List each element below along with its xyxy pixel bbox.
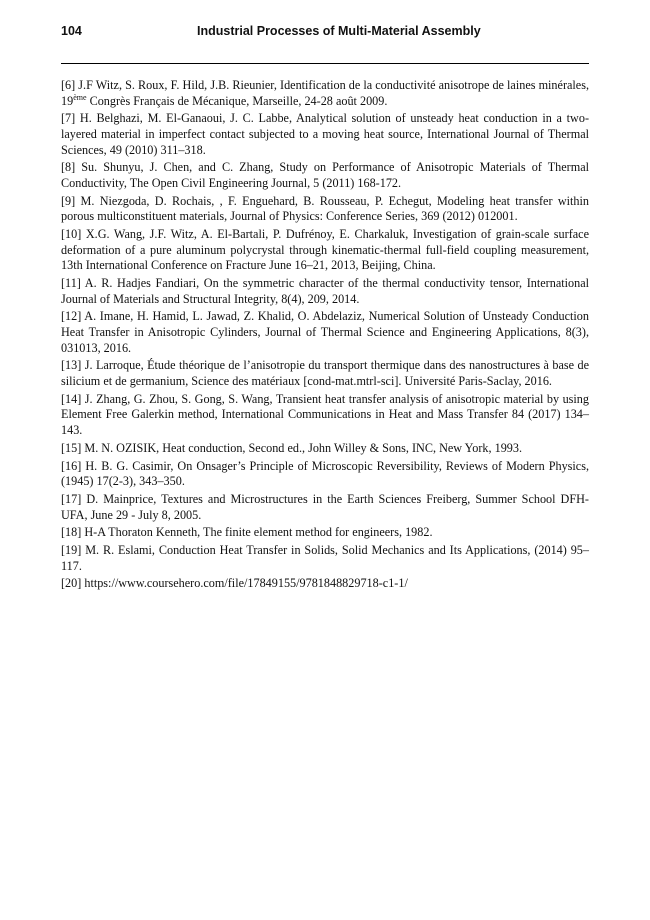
reference-item [61, 309, 589, 356]
reference-item [61, 78, 589, 109]
header-divider [61, 63, 589, 64]
reference-item [61, 492, 589, 523]
reference-text: [18] H-A Thoraton Kenneth, The finite element method for engineers, 1982. [61, 525, 433, 540]
reference-link-text: [20] https://www.coursehero.com/file/17849155/9781848829718-c1-1/ [61, 576, 408, 591]
reference-item [61, 194, 589, 225]
reference-item [61, 441, 589, 457]
reference-text: [19] M. R. Eslami, Conduction Heat Transfer in Solids, Solid Mechanics and Its Applications, (2014) 95–117. [61, 543, 589, 573]
reference-superscript: ème [73, 92, 87, 102]
reference-text: [11] A. R. Hadjes Fandiari, On the symmetric character of the thermal conductivity tensor, International Journal of Materials and Structural Integrity, 8(4), 209, 2014. [61, 276, 589, 306]
reference-item [61, 160, 589, 191]
page-header [61, 24, 589, 42]
page-number: 104 [61, 24, 82, 38]
reference-text-continued: Congrès Français de Mécanique, Marseille, 24-28 août 2009. [86, 93, 388, 108]
reference-item [61, 576, 589, 592]
reference-text: [7] H. Belghazi, M. El-Ganaoui, J. C. Labbe, Analytical solution of unsteady heat conduction in a two-layered material in imperfect contact subjected to a moving heat source, International Journal of Thermal Sciences, 49 (2010) 311–318. [61, 111, 589, 157]
reference-text: [12] A. Imane, H. Hamid, L. Jawad, Z. Khalid, O. Abdelaziz, Numerical Solution of Unsteady Conduction Heat Transfer in Anisotropic Cylinders, Journal of Thermal Science and Engineering Applications, 8(3), 031013, 2016. [61, 309, 589, 355]
reference-text: [6] J.F Witz, S. Roux, F. Hild, J.B. Rieunier, Identification de la conductivité anisotrope de laines minérales, 19 [61, 78, 589, 108]
reference-item [61, 227, 589, 274]
reference-text: [8] Su. Shunyu, J. Chen, and C. Zhang, Study on Performance of Anisotropic Materials of Thermal Conductivity, The Open Civil Engineering Journal, 5 (2011) 168-172. [61, 160, 589, 190]
reference-text: [9] M. Niezgoda, D. Rochais, , F. Enguehard, B. Rousseau, P. Echegut, Modeling heat transfer within porous multiconstituent materials, Journal of Physics: Conference Series, 369 (2012) 012001. [61, 193, 589, 224]
reference-item [61, 543, 589, 574]
reference-text: [16] H. B. G. Casimir, On Onsager’s Principle of Microscopic Reversibility, Reviews of Modern Physics, (1945) 17(2-3), 343–350. [61, 458, 589, 489]
reference-text: [10] X.G. Wang, J.F. Witz, A. El-Bartali, P. Dufrénoy, E. Charkaluk, Investigation of grain-scale surface deformation of a pure aluminum polycrystal through kinematic-thermal full-field coupling measurement, 13th International Conference on Fracture June 16–21, 2013, Beijing, China. [61, 227, 589, 273]
reference-list [61, 78, 589, 594]
running-title: Industrial Processes of Multi-Material Assembly [197, 24, 481, 38]
reference-item [61, 276, 589, 307]
reference-text: [17] D. Mainprice, Textures and Microstructures in the Earth Sciences Freiberg, Summer School DFH-UFA, June 29 - July 8, 2005. [61, 491, 589, 522]
reference-text: [15] M. N. OZISIK, Heat conduction, Second ed., John Willey & Sons, INC, New York, 1993. [61, 440, 523, 455]
reference-item [61, 358, 589, 389]
reference-item [61, 525, 589, 541]
reference-item [61, 459, 589, 490]
reference-item [61, 111, 589, 158]
reference-text: [13] J. Larroque, Étude théorique de l’anisotropie du transport thermique dans des nanostructures à base de silicium et de germanium, Science des matériaux [cond-mat.mtrl-sci]. Université Paris-Saclay, 2016. [61, 358, 589, 388]
reference-text: [14] J. Zhang, G. Zhou, S. Gong, S. Wang, Transient heat transfer analysis of anisotropic material by using Element Free Galerkin method, International Communications in Heat and Mass Transfer 84 (2017) 134–143. [61, 391, 589, 437]
reference-item [61, 392, 589, 439]
